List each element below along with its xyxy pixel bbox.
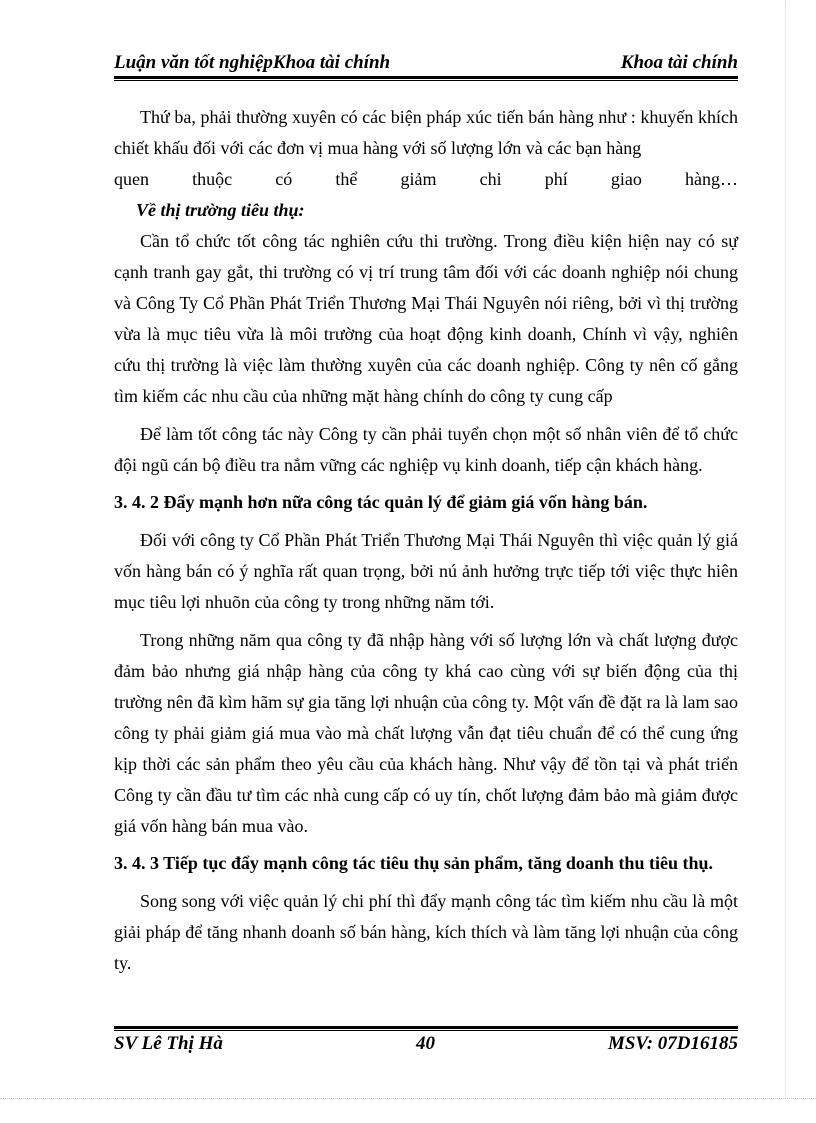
paragraph-purchasing: Trong những năm qua công ty đã nhập hàng với số lượng lớn và chất lượng được đảm bảo nhưng giá nhập hàng của công ty khá cao cùng với sự biến động của thị trường nên đã kìm hãm sự gia tăng lợi nhuận của công ty. Một vấn đề đặt ra là lam sao công ty phải giảm giá mua vào mà chất lượng vẫn đạt tiêu chuẩn để có thể cung ứng kịp thời các sản phẩm theo yêu cầu của khách hàng. Như vậy để tồn tại và phát triển Công ty cần đầu tư tìm các nhà cung cấp có uy tín, chốt lượng đảm bảo mà giảm được giá vốn hàng bán mua vào.: [114, 630, 738, 836]
page-right-edge: [785, 0, 786, 1098]
footer-student-name: SV Lê Thị Hà: [114, 1033, 223, 1054]
page-header: [114, 48, 738, 76]
section-heading-3-4-2: 3. 4. 2 Đẩy mạnh hơn nữa công tác quản lý để giảm giá vốn hàng bán.: [114, 492, 648, 512]
footer-page-number: 40: [416, 1033, 435, 1054]
footer-student-id: MSV: 07D16185: [607, 1033, 738, 1054]
paragraph-staff: Để làm tốt công tác này Công ty cần phải tuyển chọn một số nhân viên để tổ chức đội ngũ cán bộ điều tra nắm vững các nghiệp vụ kinh doanh, tiếp cận khách hàng.: [114, 424, 738, 475]
paragraph-promotion-end: quen thuộc có thể giảm chi phí giao hàng…: [114, 169, 738, 189]
paragraph-promotion: Thứ ba, phải thường xuyên có các biện pháp xúc tiến bán hàng như : khuyến khích chiết khấu đối với các đơn vị mua hàng với số lượng lớn và các bạn hàng: [114, 107, 738, 158]
subheading-market: Về thị trường tiêu thụ:: [136, 200, 305, 220]
header-faculty: Khoa tài chính: [620, 52, 738, 73]
page-footer: [114, 1033, 738, 1059]
paragraph-market-research: Cần tổ chức tốt công tác nghiên cứu thi trường. Trong điều kiện hiện nay có sự cạnh tranh gay gắt, thi trường có vị trí trung tâm đối với các doanh nghiệp nói chung và Công Ty Cổ Phần Phát Triển Thương Mại Thái Nguyên nói riêng, bởi vì thị trường vừa là mục tiêu vừa là môi trường của hoạt động kinh doanh, Chính vì vậy, nghiên cứu thị trường là việc làm thường xuyên của các doanh nghiệp. Công ty nên cố gắng tìm kiếm các nhu cầu của những mặt hàng chính do công ty cung cấp: [114, 231, 738, 406]
section-heading-3-4-3: 3. 4. 3 Tiếp tục đẩy mạnh công tác tiêu thụ sản phẩm, tăng doanh thu tiêu thụ.: [114, 853, 713, 873]
paragraph-sales-growth: Song song với việc quản lý chi phí thì đẩy mạnh công tác tìm kiếm nhu cầu là một giải pháp để tăng nhanh doanh số bán hàng, kích thích và làm tăng lợi nhuận của công ty.: [114, 891, 738, 973]
paragraph-cost-of-goods: Đối với công ty Cổ Phần Phát Triển Thương Mại Thái Nguyên thì việc quản lý giá vốn hàng bán có ý nghĩa rất quan trọng, bởi nú ảnh hưởng trực tiếp tới việc thực hiên mục tiêu lợi nhuõn của công ty trong những năm tới.: [114, 530, 738, 612]
page-bottom-edge: [0, 1098, 816, 1099]
header-thesis-title: Luận văn tốt nghiệpKhoa tài chính: [114, 52, 391, 73]
footer-divider: [114, 1026, 738, 1031]
header-divider: [114, 76, 738, 81]
page-body: [114, 102, 738, 979]
